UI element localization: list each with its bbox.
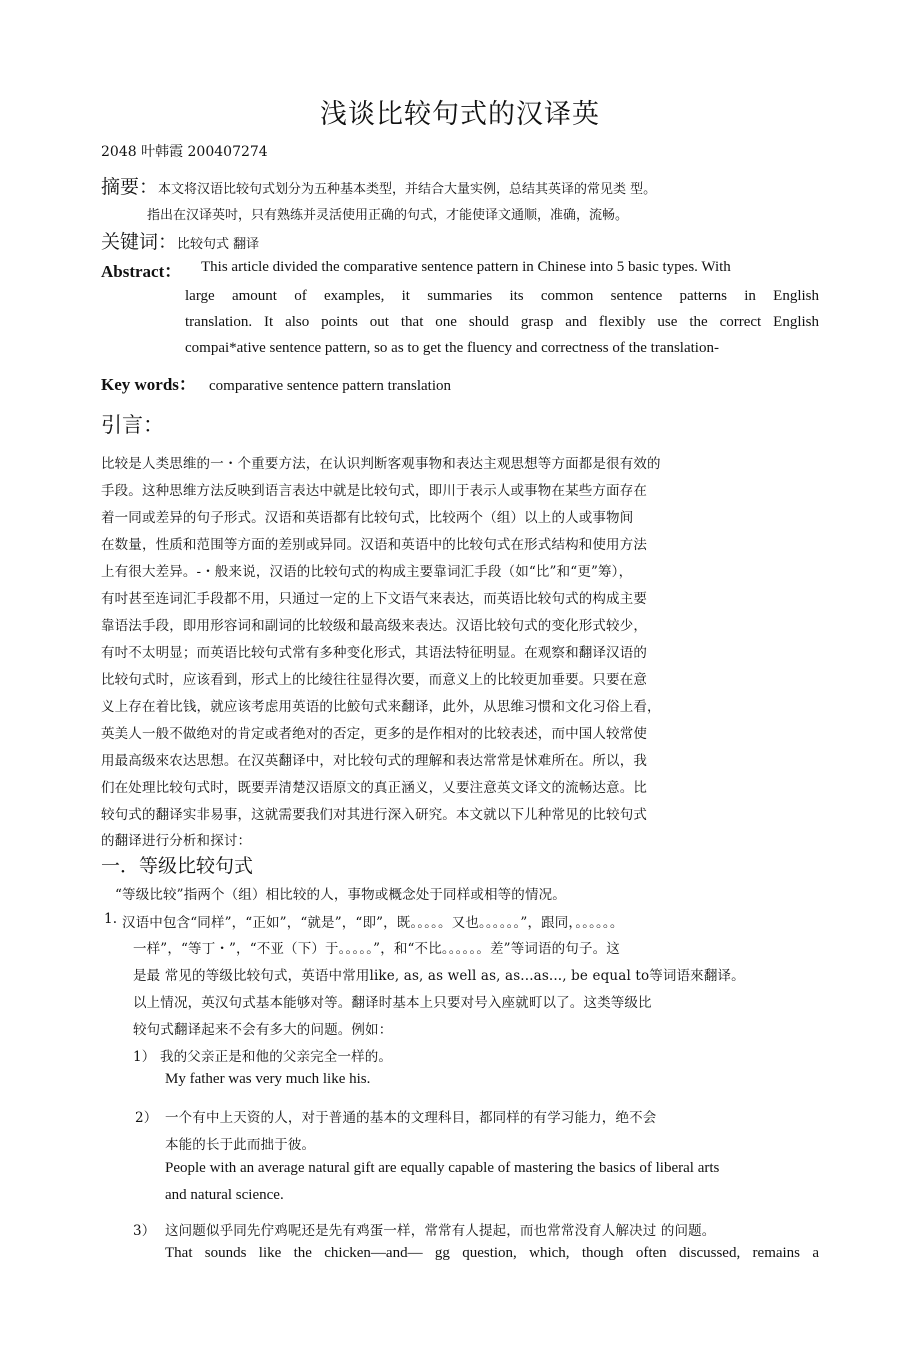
keywords-cn-text: 比较句式 翻译: [177, 237, 260, 252]
item1-line4: 以上情况，英汉句式基本能够对等。翻译时基本上只要对号入座就町以了。这类等级比: [133, 995, 652, 1011]
intro-line: 比较是人类思维的一・个重要方法，在认识判断客观事物和表达主观思想等方面都是很有效的: [101, 456, 661, 472]
item1-line3: 是最 常见的等级比较句式，英语中常用like, as, as well as, as...as..., be equal to等词语來翻译。: [133, 968, 745, 984]
example1-number: 1）: [133, 1049, 156, 1065]
abstract-en-line1: This article divided the comparative sentence pattern in Chinese into 5 basic types. With: [201, 259, 731, 275]
abstract-cn: [101, 172, 656, 199]
example2-number: 2）: [135, 1110, 158, 1126]
example1-cn: 我的父亲正是和他的父亲完全一样的。: [160, 1049, 393, 1065]
author-line: 2048 叶韩霞 200407274: [101, 144, 268, 160]
item1-line1: 汉语中包含“同样”，“正如”，“就是”，“即”，既。。。。。又也。。。。。。”，跟同，。。。。。。: [122, 915, 624, 931]
intro-line: 的翻译进行分析和探讨：: [101, 833, 252, 849]
abstract-cn-label: 摘要：: [101, 176, 159, 198]
abstract-en-first: [101, 257, 181, 282]
page-title: 浅谈比较句式的汉译英: [320, 99, 600, 130]
intro-line: 手段。这种思维方法反映到语言表达中就是比较句式，即川于表示人或事物在某些方面存在: [101, 483, 647, 499]
example2-cn-line2: 本能的长于此而拙于彼。: [165, 1137, 316, 1153]
intro-line: 义上存在着比钱，就应该考虑用英语的比鮫句式来翻译，此外，从思维习惯和文化习俗上看，: [101, 699, 661, 715]
item1-number: 1.: [104, 911, 118, 927]
keywords-en-text: comparative sentence pattern translation: [209, 378, 451, 394]
intro-line: 在数量，性质和范围等方面的差别或异同。汉语和英语中的比较句式在形式结构和使用方法: [101, 537, 647, 553]
example1-en: My father was very much like his.: [165, 1071, 371, 1087]
section1-definition: “等级比较”指两个（组）相比较的人，事物或概念处于同样或相等的情况。: [115, 887, 566, 903]
abstract-en-line4: compai*ative sentence pattern, so as to get the fluency and correctness of the translation-: [185, 340, 719, 356]
abstract-cn-line2: 指出在汉译英吋，只有熟练并灵活使用正确的句式，才能使译文通顺，准确，流畅。: [147, 208, 629, 223]
intro-line: 着一同或差异的句子形式。汉语和英语都有比较句式，比较两个（组）以上的人或事物间: [101, 510, 634, 526]
keywords-cn-label: 关键词：: [101, 231, 178, 253]
intro-line: 靠语法手段，即用形容词和副词的比较级和最高级来表达。汉语比较句式的变化形式较少，: [101, 618, 647, 634]
abstract-en-label: Abstract：: [101, 262, 182, 281]
example2-en-line1: People with an average natural gift are equally capable of mastering the basics of liberal arts: [165, 1160, 720, 1176]
intro-line: 较句式的翻译实非易事，这就需要我们对其进行深入研究。本文就以下儿种常见的比较句式: [101, 807, 647, 823]
intro-line: 有吋甚至连词汇手段都不用，只通过一定的上下文语气来表达，而英语比较句式的构成主要: [101, 591, 647, 607]
intro-line: 比较句式时，应该看到，形式上的比绫往往显得次要，而意义上的比较更加垂要。只要在意: [101, 672, 647, 688]
example3-cn: 这问题似乎同先佇鸡呢还是先有鸡蛋一样，常常有人提起，而也常常没育人解决过 的问题。: [165, 1223, 716, 1239]
keywords-en-label: Key words：: [101, 375, 196, 394]
item1-line2: 一样”，“等丁・”，“不亚（下）于。。。。。”，和“不比。。。。。。差”等词语的句子。这: [133, 941, 620, 957]
intro-line: 上有很大差异。-・般来说，汉语的比较句式的构成主要靠词汇手段（如“比”和“更”筹），: [101, 564, 633, 580]
keywords-en: [101, 370, 451, 395]
example2-en-line2: and natural science.: [165, 1187, 284, 1203]
item1-line5: 较句式翻译起来不会有多大的问题。例如：: [133, 1022, 393, 1038]
example2-cn-line1: 一个有中上天资的人，对于普通的基本的文理科目，都同样的有学习能力，绝不会: [165, 1110, 657, 1126]
abstract-cn-line1: 本文将汉语比较句式划分为五种基本类型，并结合大量实例，总结其英译的常见类 型。: [158, 182, 657, 197]
intro-line: 们在处理比较句式时，既要弄清楚汉语原文的真正涵义，乂要注意英文译文的流畅达意。比: [101, 780, 647, 796]
intro-line: 英美人一般不做绝对的肯定或者绝对的否定，更多的是作相对的比较表述，而中国人较常使: [101, 726, 647, 742]
example3-number: 3）: [133, 1223, 156, 1239]
intro-heading: 引言：: [101, 413, 164, 437]
example3-en: That sounds like the chicken—and— gg question, which, though often discussed, remains a: [165, 1245, 819, 1261]
intro-line: 有吋不太明显；而英语比较句式常有多种变化形式，其语法特征明显。在观察和翻译汉语的: [101, 645, 647, 661]
intro-line: 用最高级來农达思想。在汉英翻译中，对比较句式的理解和表达常常是怵难所在。所以，我: [101, 753, 647, 769]
section1-heading: 一．等级比较句式: [101, 855, 254, 877]
abstract-en-line3: translation. It also points out that one should grasp and flexibly use the correct English: [185, 314, 819, 330]
abstract-en-line2: large amount of examples, it summaries its common sentence patterns in English: [185, 288, 819, 304]
keywords-cn: [101, 227, 259, 254]
